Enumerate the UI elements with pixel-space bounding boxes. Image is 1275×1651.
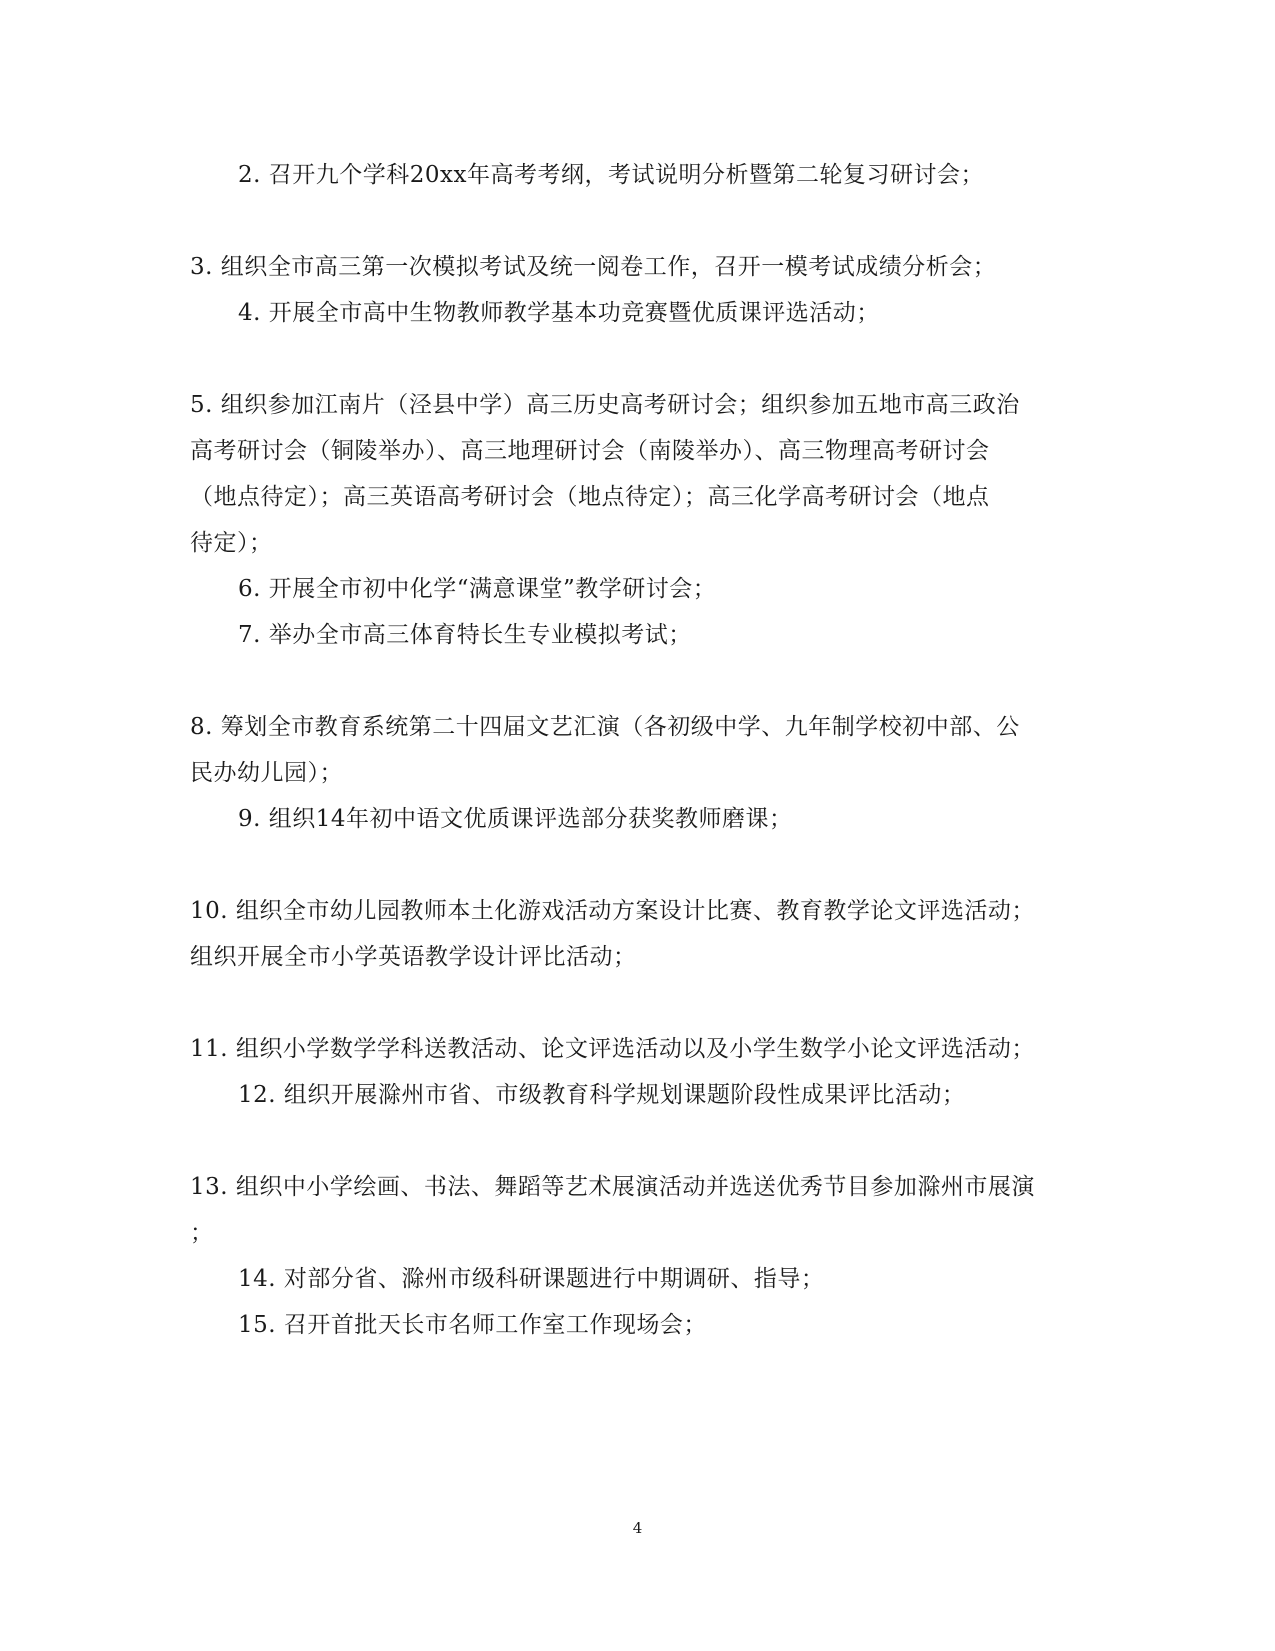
list-item-line: （地点待定）；高三英语高考研讨会（地点待定）；高三化学高考研讨会（地点 bbox=[190, 484, 990, 510]
list-item-line: 3. 组织全市高三第一次模拟考试及统一阅卷工作，召开一模考试成绩分析会； bbox=[190, 254, 997, 280]
list-item-line: 14. 对部分省、滁州市级科研课题进行中期调研、指导； bbox=[238, 1266, 825, 1292]
list-item-line: 8. 筹划全市教育系统第二十四届文艺汇演（各初级中学、九年制学校初中部、公 bbox=[190, 714, 1020, 740]
list-item-line: 5. 组织参加江南片（泾县中学）高三历史高考研讨会；组织参加五地市高三政治 bbox=[190, 392, 1020, 418]
list-item-line: 11. 组织小学数学学科送教活动、论文评选活动以及小学生数学小论文评选活动； bbox=[190, 1036, 1035, 1062]
list-item-line: 民办幼儿园）； bbox=[190, 760, 343, 786]
list-item-line: ； bbox=[190, 1220, 214, 1246]
list-item-line: 15. 召开首批天长市名师工作室工作现场会； bbox=[238, 1312, 707, 1338]
list-item-line: 7. 举办全市高三体育特长生专业模拟考试； bbox=[238, 622, 692, 648]
list-item-line: 4. 开展全市高中生物教师教学基本功竞赛暨优质课评选活动； bbox=[238, 300, 880, 326]
list-item-line: 9. 组织14年初中语文优质课评选部分获奖教师磨课； bbox=[238, 806, 793, 832]
list-item-line: 6. 开展全市初中化学“满意课堂”教学研讨会； bbox=[238, 576, 717, 602]
list-item-line: 待定）； bbox=[190, 530, 273, 556]
list-item-line: 12. 组织开展滁州市省、市级教育科学规划课题阶段性成果评比活动； bbox=[238, 1082, 966, 1108]
list-item-line: 10. 组织全市幼儿园教师本土化游戏活动方案设计比赛、教育教学论文评选活动； bbox=[190, 898, 1035, 924]
list-item-line: 高考研讨会（铜陵举办）、高三地理研讨会（南陵举办）、高三物理高考研讨会 bbox=[190, 438, 990, 464]
list-item-line: 13. 组织中小学绘画、书法、舞蹈等艺术展演活动并选送优秀节目参加滁州市展演 bbox=[190, 1174, 1035, 1200]
page-number: 4 bbox=[632, 1519, 643, 1537]
list-item-line: 2. 召开九个学科20xx年高考考纲，考试说明分析暨第二轮复习研讨会； bbox=[238, 162, 984, 188]
list-item-line: 组织开展全市小学英语教学设计评比活动； bbox=[190, 944, 637, 970]
